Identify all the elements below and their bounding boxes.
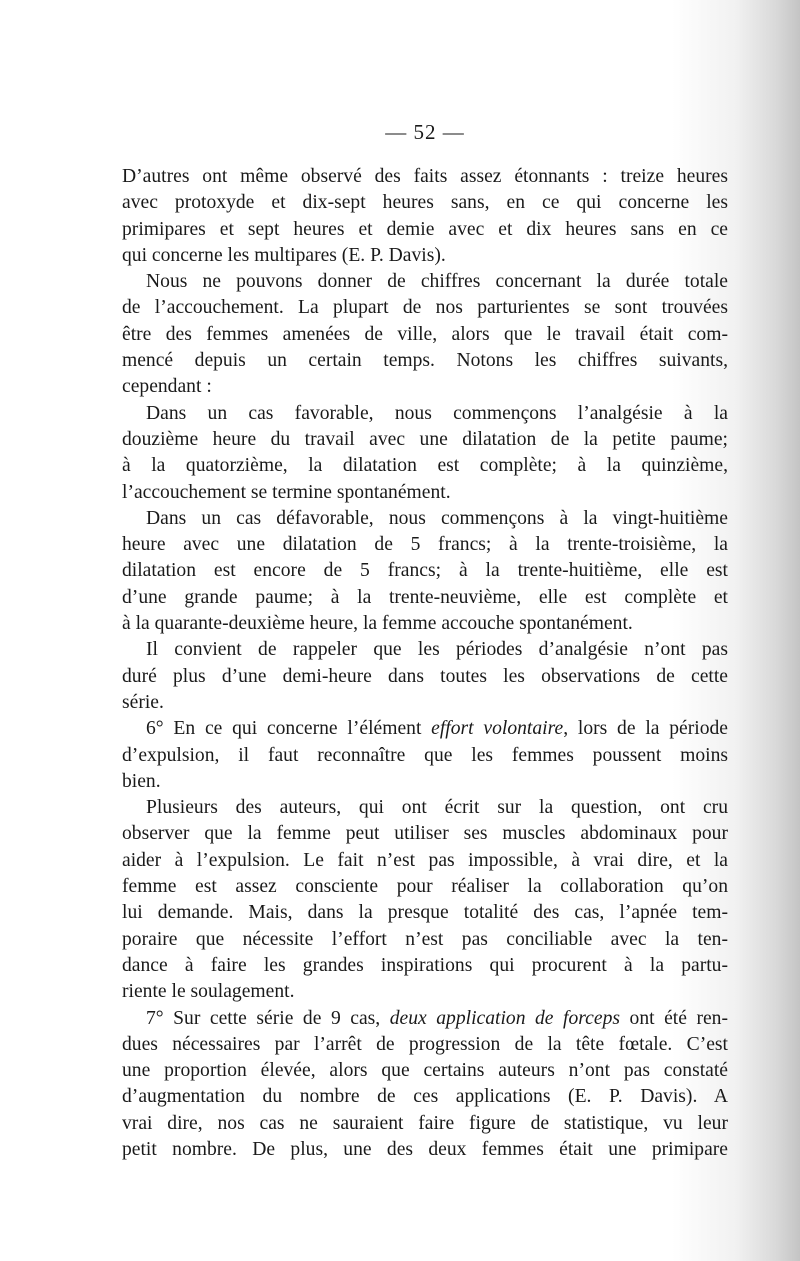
text-segment: ont été ren- [620,1007,728,1029]
text-line: cependant : [122,376,212,398]
text-line: primipares et sept heures et demie avec et dix heures sans en ce [122,218,728,240]
text-line [122,716,728,742]
text-line: dues nécessaires par l’arrêt de progression de la tête fœtale. C’est [122,1033,728,1055]
text-line: dilatation est encore de 5 francs; à la trente-huitième, elle est [122,560,728,582]
text-line: être des femmes amenées de ville, alors que le travail était com- [122,323,728,345]
text-line: d’augmentation du nombre de ces applications (E. P. Davis). A [122,1086,728,1108]
text-line: série. [122,691,164,713]
text-line: de l’accouchement. La plupart de nos parturientes se sont trouvées [122,297,728,319]
text-line: douzième heure du travail avec une dilatation de la petite paume; [122,428,728,450]
italic-term: deux application de forceps [389,1007,620,1029]
text-line: à la quarante-deuxième heure, la femme accouche spontanément. [122,613,633,635]
text-line: avec protoxyde et dix-sept heures sans, en ce qui concerne les [122,192,728,214]
text-line: femme est assez consciente pour réaliser la collaboration qu’on [122,876,728,898]
text-line: une proportion élevée, alors que certains auteurs n’ont pas constaté [122,1060,728,1082]
text-segment: 6° En ce qui concerne l’élément [146,718,432,740]
text-line: d’une grande paume; à la trente-neuvième, elle est complète et [122,586,728,608]
text-line: duré plus d’une demi-heure dans toutes les observations de cette [122,665,728,687]
text-segment: 7° Sur cette série de 9 cas, [146,1007,390,1029]
text-line: lui demande. Mais, dans la presque totalité des cas, l’apnée tem- [122,902,728,924]
text-line: l’accouchement se termine spontanément. [122,481,451,503]
body-text [122,164,728,1163]
text-line: aider à l’expulsion. Le fait n’est pas impossible, à vrai dire, et la [122,849,728,871]
text-line: mencé depuis un certain temps. Notons les chiffres suivants, [122,350,728,372]
text-line: petit nombre. De plus, une des deux femmes était une primipare [122,1138,728,1160]
text-line: Il convient de rappeler que les périodes d’analgésie n’ont pas [146,639,728,661]
text-line: Dans un cas favorable, nous commençons l’analgésie à la [146,402,728,424]
text-line: poraire que nécessite l’effort n’est pas conciliable avec la ten- [122,928,728,950]
text-line: bien. [122,770,161,792]
text-line: riente le soulagement. [122,981,295,1003]
text-line: heure avec une dilatation de 5 francs; à la trente-troisième, la [122,534,728,556]
text-line: Dans un cas défavorable, nous commençons à la vingt-huitième [146,507,728,529]
page-number: — 52 — [385,120,465,144]
text-segment: , lors de la période [563,718,728,740]
book-page [122,0,728,1261]
text-line: qui concerne les multipares (E. P. Davis). [122,244,446,266]
text-line [122,1006,728,1032]
text-line: dance à faire les grandes inspirations qui procurent à la partu- [122,954,728,976]
text-line: observer que la femme peut utiliser ses muscles abdominaux pour [122,823,728,845]
text-line: Plusieurs des auteurs, qui ont écrit sur la question, ont cru [146,797,728,819]
text-line: d’expulsion, il faut reconnaître que les femmes poussent moins [122,744,728,766]
text-line: D’autres ont même observé des faits assez étonnants : treize heures [122,166,728,187]
text-line: Nous ne pouvons donner de chiffres concernant la durée totale [146,271,728,293]
text-line: vrai dire, nos cas ne sauraient faire figure de statistique, vu leur [122,1112,728,1134]
text-line: à la quatorzième, la dilatation est complète; à la quinzième, [122,455,728,477]
italic-term: effort volontaire [431,718,564,740]
